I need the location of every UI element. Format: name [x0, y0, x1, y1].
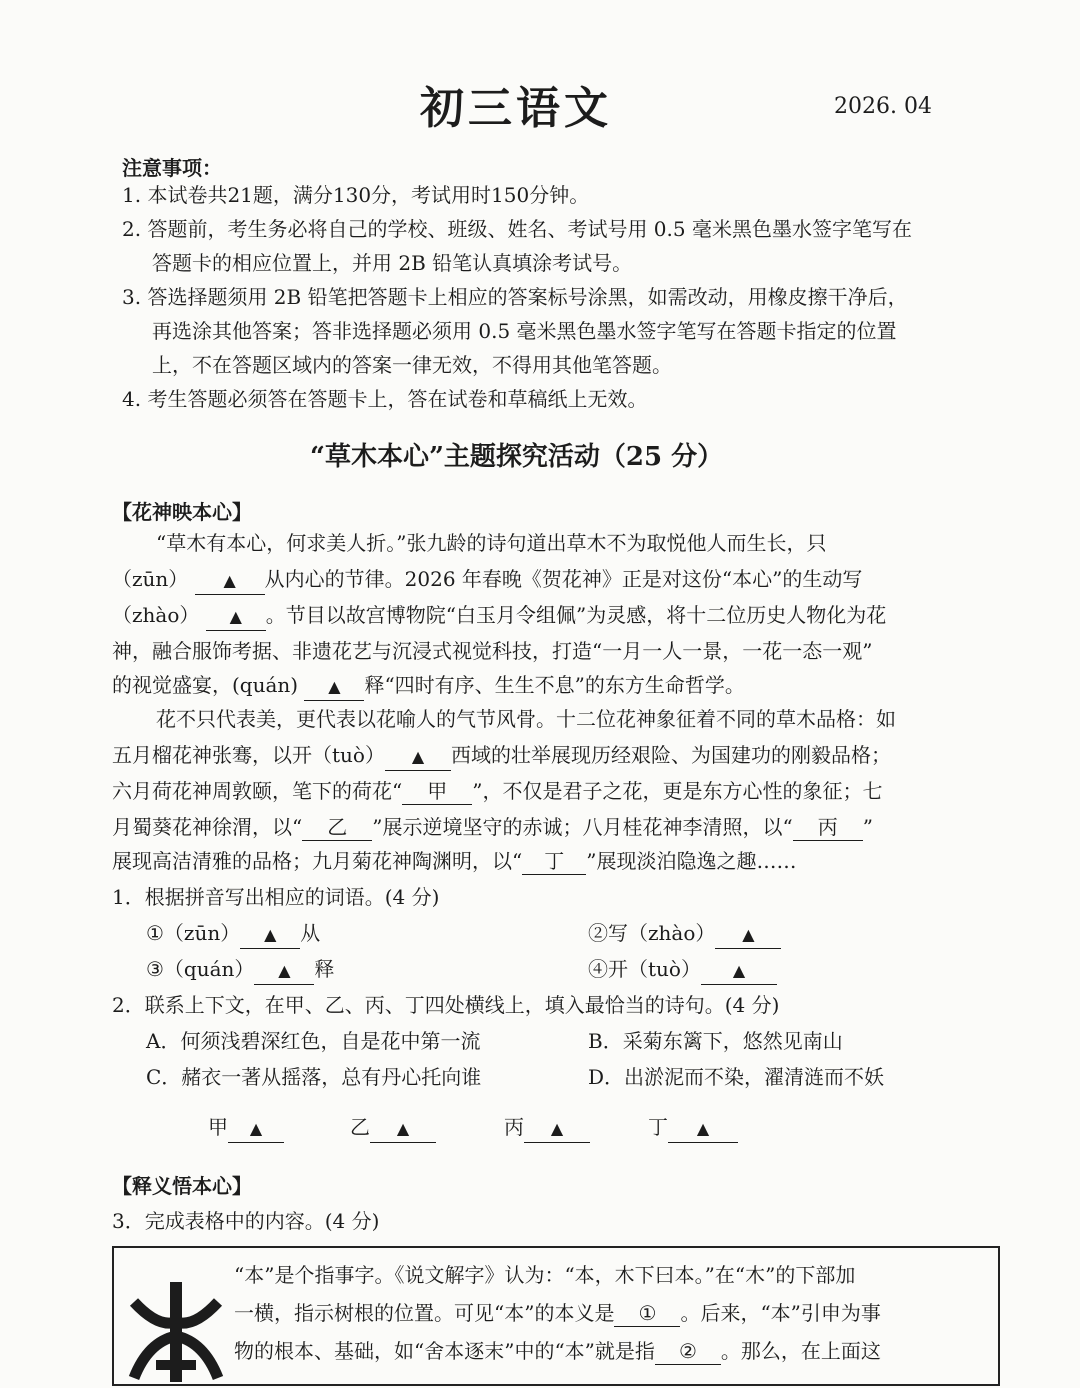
box-text-part: 。那么，在上面这	[720, 1339, 881, 1363]
blank-bing[interactable]: 丙	[793, 814, 863, 841]
triangle-icon: ▲	[411, 747, 425, 766]
answer-blank[interactable]	[370, 1114, 436, 1143]
passage-line	[112, 844, 796, 878]
box-line-2	[234, 1294, 994, 1332]
pinyin: ①（zūn）	[146, 921, 241, 945]
passage-line	[112, 598, 886, 632]
passage-line	[112, 738, 891, 772]
pinyin: ③（quán）	[146, 957, 255, 981]
passage-text: 从内心的节律。2026 年春晚《贺花神》正是对这份“本心”的生动写	[264, 567, 863, 591]
box-line-3	[234, 1332, 994, 1370]
answer-label: 乙	[350, 1115, 370, 1139]
passage-text: 西域的壮举展现历经艰险、为国建功的刚毅品格；	[450, 743, 891, 767]
answer-label: 甲	[208, 1115, 228, 1139]
passage-line: 神，融合服饰考据、非遗花艺与沉浸式视觉科技，打造“一月一人一景，一花一态一观”	[112, 639, 873, 663]
triangle-icon: ▲	[328, 677, 341, 696]
answer-blank[interactable]	[715, 920, 781, 949]
answer-blank[interactable]	[195, 566, 265, 595]
q1-suffix: 释	[314, 957, 335, 981]
passage-text: 释“四时有序、生生不息”的东方生命哲学。	[364, 673, 745, 697]
notice-heading: 注意事项：	[122, 156, 222, 180]
triangle-icon: ▲	[696, 1119, 710, 1138]
notice-item-1: 1. 本试卷共21题，满分130分，考试用时150分钟。	[122, 183, 590, 207]
exam-title: 初三语文	[420, 83, 612, 134]
q1-item-3	[146, 952, 334, 986]
answer-blank[interactable]	[228, 1114, 284, 1143]
passage-text: 五月榴花神张骞，以开（tuò）	[112, 743, 385, 767]
passage-text: ”，不仅是君子之花，更是东方心性的象征；七	[472, 779, 883, 803]
q1-item-4	[588, 952, 777, 986]
answer-blank[interactable]	[701, 956, 777, 985]
notice-item-2-cont: 答题卡的相应位置上，并用 2B 铅笔认真填涂考试号。	[152, 251, 633, 275]
triangle-icon: ▲	[732, 961, 746, 980]
part-heading-2: 【释义悟本心】	[112, 1174, 252, 1198]
question-1-stem: 1．根据拼音写出相应的词语。(4 分)	[112, 885, 440, 909]
q2-answer-ding	[648, 1110, 738, 1144]
passage-line	[112, 562, 862, 596]
blank-yi[interactable]: 乙	[302, 814, 372, 841]
blank-jia[interactable]: 甲	[402, 778, 472, 805]
passage-text: 。节目以故宫博物院“白玉月令组佩”为灵感，将十二位历史人物化为花	[265, 603, 887, 627]
box-text-part: 物的根本、基础，如“舍本逐末”中的“本”就是指	[234, 1339, 655, 1363]
notice-item-3-cont1: 再选涂其他答案；答非选择题必须用 0.5 毫米黑色墨水签字笔写在答题卡指定的位置	[152, 319, 897, 343]
box-text-part: 一横，指示树根的位置。可见“本”的本义是	[234, 1301, 615, 1325]
pinyin: ④开（tuò）	[588, 957, 701, 981]
answer-blank[interactable]	[668, 1114, 738, 1143]
notice-item-3-cont2: 上，不在答题区域内的答案一律无效，不得用其他笔答题。	[152, 353, 672, 377]
passage-text: ”	[862, 815, 873, 839]
question-2-stem: 2．联系上下文，在甲、乙、丙、丁四处横线上，填入最恰当的诗句。(4 分)	[112, 993, 780, 1017]
answer-blank[interactable]	[524, 1114, 590, 1143]
answer-blank[interactable]	[385, 742, 451, 771]
q2-answer-yi	[350, 1110, 436, 1144]
notice-item-4: 4. 考生答题必须答在答题卡上，答在试卷和草稿纸上无效。	[122, 387, 648, 411]
q2-answer-bing	[504, 1110, 590, 1144]
exam-date: 2026. 04	[834, 94, 932, 119]
pinyin: （zūn）	[112, 567, 189, 591]
passage-text: 六月荷花神周敦颐，笔下的荷花“	[112, 779, 403, 803]
q2-option-c: C．赭衣一著从摇落，总有丹心托向谁	[146, 1065, 482, 1089]
passage-line: “草木有本心，何求美人折。”张九龄的诗句道出草木不为取悦他人而生长，只	[156, 531, 827, 555]
passage-text: 展现高洁清雅的品格；九月菊花神陶渊明，以“	[112, 849, 523, 873]
triangle-icon: ▲	[550, 1119, 564, 1138]
passage-text: ”展示逆境坚守的赤诚；八月桂花神李清照，以“	[372, 815, 793, 839]
passage-line: 花不只代表美，更代表以花喻人的气节风骨。十二位花神象征着不同的草木品格：如	[156, 707, 896, 731]
box-text-part: 。后来，“本”引申为事	[680, 1301, 881, 1325]
pinyin: （zhào）	[112, 603, 200, 627]
pinyin: ②写（zhào）	[588, 921, 716, 945]
box-text	[234, 1256, 994, 1370]
notice-item-3: 3. 答选择题须用 2B 铅笔把答题卡上相应的答案标号涂黑，如需改动，用橡皮擦干净后，	[122, 285, 908, 309]
ancient-ben-glyph-icon	[128, 1278, 224, 1388]
blank-2[interactable]: ②	[655, 1338, 721, 1365]
part-heading-1: 【花神映本心】	[112, 500, 252, 524]
blank-ding[interactable]: 丁	[522, 848, 586, 875]
pinyin: 的视觉盛宴，(quán)	[112, 673, 299, 697]
box-line-1: “本”是个指事字。《说文解字》认为：“本，木下曰本。”在“木”的下部加	[234, 1263, 856, 1287]
question-3-stem: 3．完成表格中的内容。(4 分)	[112, 1209, 380, 1233]
answer-blank[interactable]	[240, 920, 300, 949]
q2-option-d: D．出淤泥而不染，濯清涟而不妖	[588, 1065, 885, 1089]
passage-line	[112, 810, 873, 844]
triangle-icon: ▲	[223, 571, 236, 590]
q1-suffix: 从	[300, 921, 321, 945]
passage-line	[112, 774, 882, 808]
triangle-icon: ▲	[229, 607, 242, 626]
q2-option-b: B．采菊东篱下，悠然见南山	[588, 1029, 843, 1053]
answer-blank[interactable]	[304, 672, 364, 701]
q2-answer-jia	[208, 1110, 284, 1144]
section-title: “草木本心”主题探究活动（25 分）	[310, 442, 724, 472]
triangle-icon: ▲	[742, 925, 755, 944]
q1-item-1	[146, 916, 320, 950]
notice-item-2: 2. 答题前，考生务必将自己的学校、班级、姓名、考试号用 0.5 毫米黑色墨水签字笔写在	[122, 217, 912, 241]
answer-blank[interactable]	[254, 956, 314, 985]
triangle-icon: ▲	[264, 925, 277, 944]
passage-line	[112, 668, 745, 702]
answer-blank[interactable]	[206, 602, 266, 631]
passage-text: 月蜀葵花神徐渭，以“	[112, 815, 303, 839]
blank-1[interactable]: ①	[614, 1300, 680, 1327]
passage-text: ”展现淡泊隐逸之趣……	[586, 849, 797, 873]
answer-label: 丙	[504, 1115, 524, 1139]
q2-option-a: A．何须浅碧深红色，自是花中第一流	[146, 1029, 481, 1053]
triangle-icon: ▲	[278, 961, 291, 980]
triangle-icon: ▲	[396, 1119, 410, 1138]
answer-label: 丁	[648, 1115, 668, 1139]
triangle-icon: ▲	[249, 1119, 263, 1138]
definition-box	[112, 1246, 1000, 1386]
q1-item-2	[588, 916, 781, 950]
